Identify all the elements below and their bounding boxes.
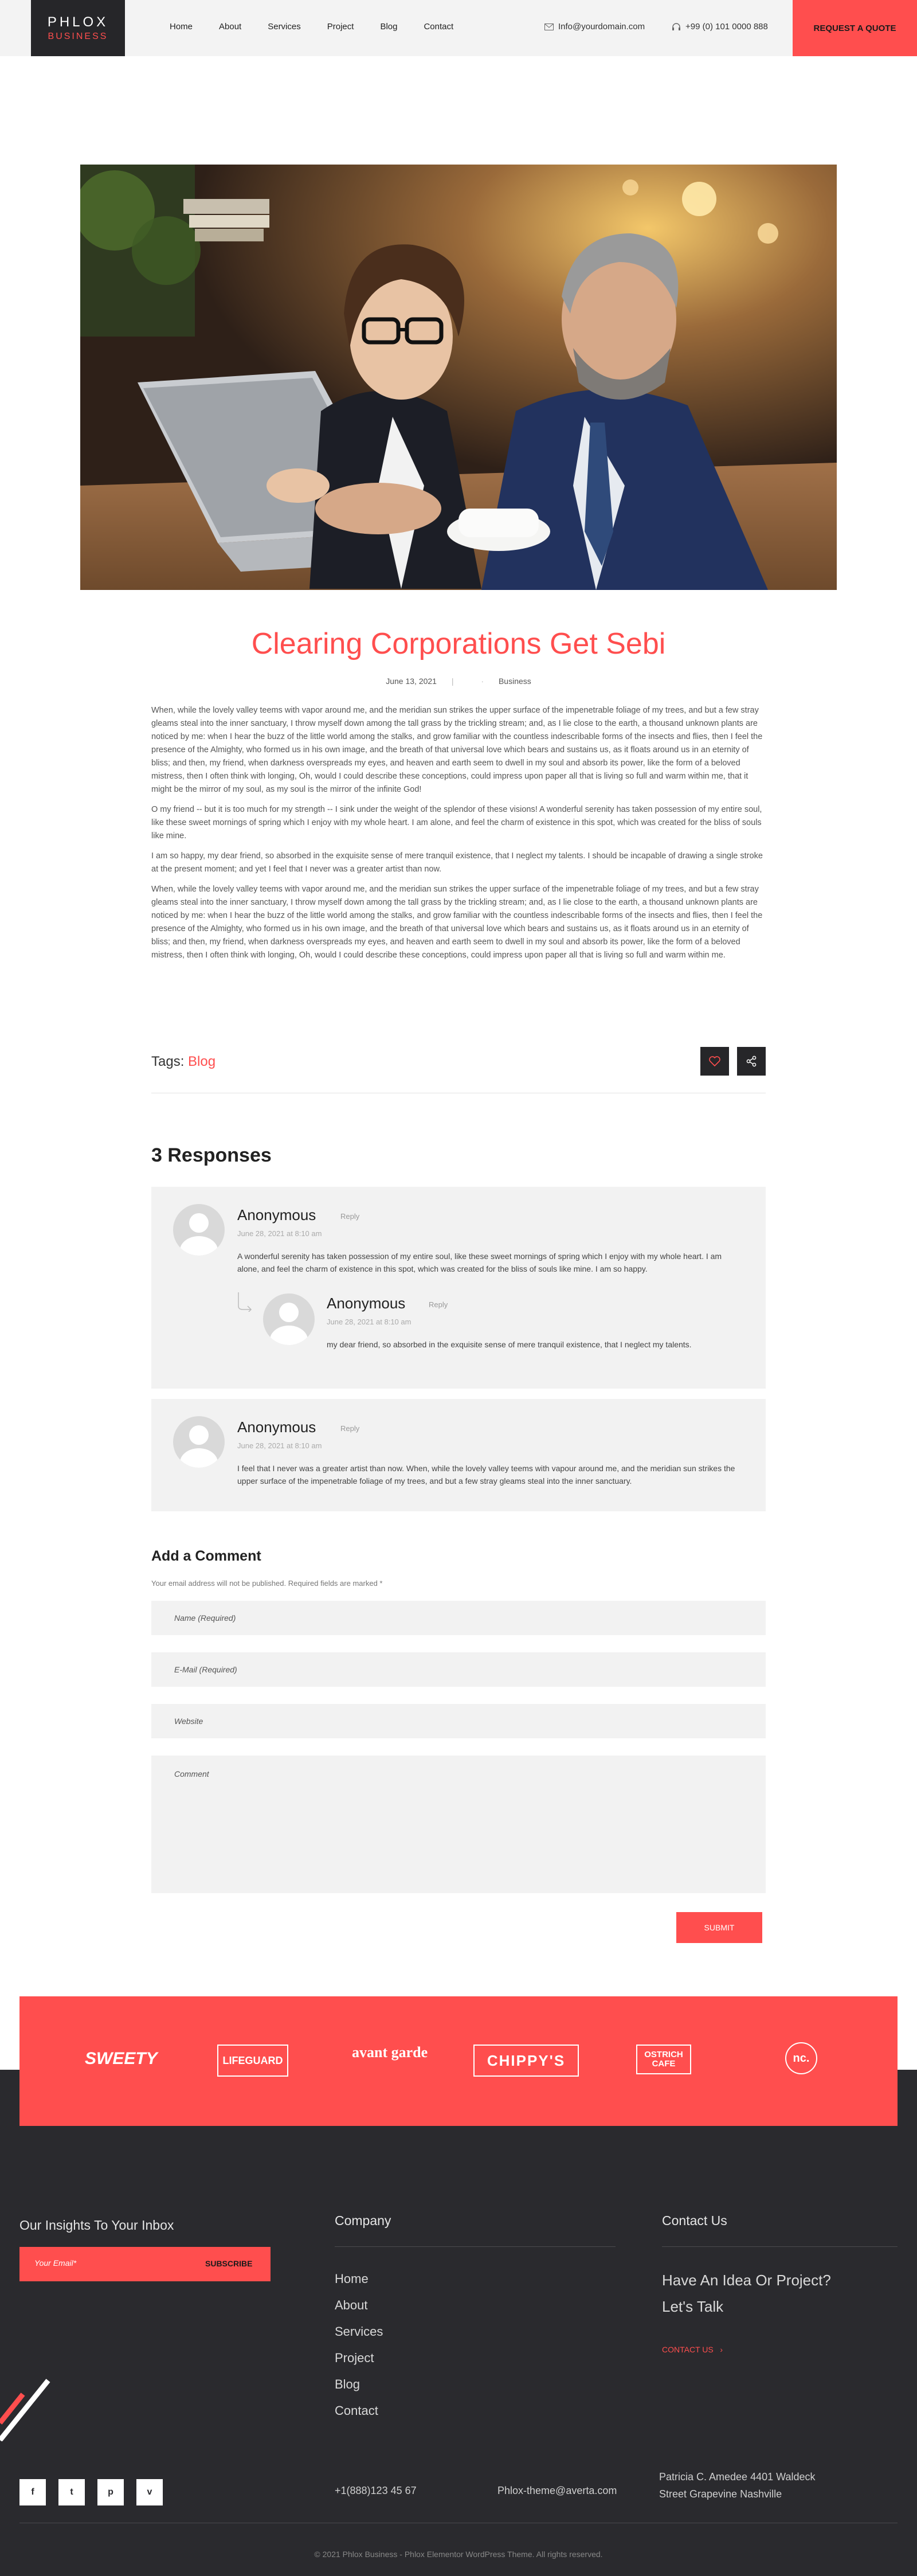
email-input[interactable] [151,1652,766,1687]
header-email-text: Info@yourdomain.com [558,22,645,32]
contact-title: Contact Us [662,2213,727,2228]
footer-link-blog[interactable]: Blog [335,2377,360,2391]
copyright: © 2021 Phlox Business - Phlox Elementor WordPress Theme. All rights reserved. [314,2550,603,2559]
header-email[interactable] [544,22,645,32]
comment-thread [151,1399,766,1511]
partner-logo-sweety[interactable]: SWEETY [85,2049,158,2068]
partner-logo-lifeguard[interactable]: LIFEGUARD [217,2045,288,2077]
site-header [0,0,917,56]
meta-separator-2: · [481,677,484,686]
avatar [263,1293,315,1345]
subscribe-button[interactable]: SUBSCRIBE [205,2259,253,2268]
header-phone[interactable] [672,22,768,32]
comment-thread [151,1187,766,1389]
post-title: Clearing Corporations Get Sebi [251,627,666,660]
logo-text: PHLOX [47,14,109,30]
responses-title: 3 Responses [151,1144,272,1166]
heart-icon [709,1056,720,1066]
comment-text: I feel that I never was a greater artist than now. When, while the lovely valley teems with vapour around me, and the meridian sun strikes the upper surface of the impenetrable foliage of my trees, and but a few stray gleams steal into the inner sanctuary. [237,1464,735,1486]
contact-us-label: CONTACT US [662,2345,714,2354]
header-phone-text: +99 (0) 101 0000 888 [685,22,768,32]
avatar [173,1204,225,1256]
nav-project[interactable]: Project [327,22,354,32]
post-actions [700,1047,766,1076]
reply-link[interactable]: Reply [340,1212,360,1221]
name-input[interactable] [151,1601,766,1635]
comment-author: Anonymous [237,1206,316,1223]
footer-link-about[interactable]: About [335,2298,368,2312]
post-paragraph: O my friend -- but it is too much for my strength -- I sink under the weight of the splendor of these visions! A wonderful serenity has taken possession of my entire soul, like these sweet mornings of spring which I enjoy with my whole heart. I am alone, and feel the charm of existence in this spot, which was created for the bliss of souls like mine. [151,805,762,841]
comment-date: June 28, 2021 at 8:10 am [237,1441,322,1450]
meta-separator: | [451,677,454,686]
social-links [19,2479,163,2505]
nav-blog[interactable]: Blog [380,22,398,32]
post-category[interactable]: Business [498,677,531,686]
reply-link[interactable]: Reply [340,1424,360,1433]
post-paragraph: I am so happy, my dear friend, so absorbed in the exquisite sense of mere tranquil existence, that I neglect my talents. I should be incapable of drawing a single stroke at the present moment; and yet I feel that I never was a greater artist than now. [151,851,763,874]
partner-logo-nc[interactable]: nc. [785,2042,817,2074]
post-paragraph: When, while the lovely valley teems with vapor around me, and the meridian sun strikes the upper surface of the impenetrable foliage of my trees, and but a few stray gleams steal into the inner sanctuary, I throw myself down among the tall grass by the trickling stream; and, as I lie close to the earth, a thousand unknown plants are noticed by me: when I hear the buzz of the little world among the stalks, and grow familiar with the countless indescribable forms of the insects and flies, then I feel the presence of the Almighty, who formed us in his own image, and the breath of that universal love which bears and sustains us, as it floats around us in an eternity of bliss; and then, my friend, when darkness overspreads my eyes, and heaven and earth seem to dwell in my soul and absorb its power, like the form of a beloved mistress, then I often think with longing, Oh, would I could describe these conceptions, could impress upon paper all that is living so full and warm within me, that it might be the mirror of my soul, as my soul is the mirror of the infinite God! [151,706,763,794]
facebook-icon[interactable]: f [19,2479,46,2505]
main-nav [170,22,480,32]
footer-address-line2: Street Grapevine Nashville [659,2488,782,2500]
pinterest-icon[interactable]: p [97,2479,124,2505]
comment-text: my dear friend, so absorbed in the exquisite sense of mere tranquil existence, that I neglect my talents. [327,1340,692,1349]
idea-text: Have An Idea Or Project? [662,2272,831,2289]
headset-icon [672,22,681,32]
submit-button[interactable]: SUBMIT [676,1912,762,1943]
twitter-icon[interactable]: t [58,2479,85,2505]
tags-label: Tags: [151,1054,185,1069]
meeting-photo-illustration [80,165,837,590]
nav-contact[interactable]: Contact [424,22,454,32]
comment-textarea[interactable] [151,1756,766,1893]
partner-logo-ostrich-cafe[interactable]: OSTRICH CAFE [636,2045,691,2074]
footer-email[interactable]: Phlox-theme@averta.com [497,2485,617,2496]
share-icon [746,1056,757,1067]
partner-logo-avant-garde[interactable]: avant garde [352,2044,428,2061]
nav-services[interactable]: Services [268,22,301,32]
footer-link-home[interactable]: Home [335,2272,369,2286]
like-button[interactable] [700,1047,729,1076]
avatar [173,1416,225,1468]
comment-author: Anonymous [327,1295,406,1312]
post-date[interactable]: June 13, 2021 [386,677,437,686]
arrow-right-icon: › [715,2345,723,2354]
logo-subtext: BUSINESS [48,32,108,41]
site-logo[interactable] [31,0,125,56]
add-comment-title: Add a Comment [151,1548,261,1564]
vimeo-icon[interactable]: v [136,2479,163,2505]
footer-divider [335,2246,616,2247]
lets-talk-text: Let's Talk [662,2298,724,2315]
share-button[interactable] [737,1047,766,1076]
contact-us-link[interactable] [662,2345,723,2354]
comment-date: June 28, 2021 at 8:10 am [327,1318,412,1326]
footer-link-contact[interactable]: Contact [335,2403,378,2418]
newsletter-title: Our Insights To Your Inbox [19,2218,174,2233]
company-title: Company [335,2213,391,2228]
footer-link-services[interactable]: Services [335,2324,383,2339]
newsletter-email-input[interactable]: Your Email* [34,2258,77,2268]
partner-logos [19,1996,898,2126]
request-quote-button[interactable]: REQUEST A QUOTE [793,0,917,56]
reply-arrow-icon [236,1291,253,1312]
comment-text: A wonderful serenity has taken possession of my entire soul, like these sweet mornings of spring which I enjoy with my whole heart. I am alone, and feel the charm of existence in this spot, which was created for the bliss of souls like mine. I am so happy. [237,1252,722,1273]
post-paragraph: When, while the lovely valley teems with vapor around me, and the meridian sun strikes the upper surface of the impenetrable foliage of my trees, and but a few stray gleams steal into the inner sanctuary, I throw myself down among the tall grass by the trickling stream; and, as I lie close to the earth, a thousand unknown plants are noticed by me: when I hear the buzz of the little world among the stalks, and grow familiar with the countless indescribable forms of the insects and flies, then I feel the presence of the Almighty, who formed us in his own image, and the breath of that universal love which bears and sustains us, as it floats around us in an eternity of bliss; and then, my friend, when darkness overspreads my eyes, and heaven and earth seem to dwell in my soul and absorb its power, like the form of a beloved mistress, then I often think with longing, Oh, would I could describe these conceptions, could impress upon paper all that is living so full and warm within me. [151,885,763,960]
reply-link[interactable]: Reply [429,1300,448,1309]
website-input[interactable] [151,1704,766,1738]
footer-address-line1: Patricia C. Amedee 4401 Waldeck [659,2471,816,2483]
post-content [151,704,766,969]
form-note: Your email address will not be published. Required fields are marked * [151,1579,383,1588]
nav-home[interactable]: Home [170,22,193,32]
partner-logo-chippys[interactable]: CHIPPY'S [473,2045,579,2077]
footer-divider [662,2246,898,2247]
newsletter-form[interactable] [19,2247,271,2281]
post-meta [0,677,917,686]
decorative-stripes [0,2378,52,2441]
nav-about[interactable]: About [219,22,242,32]
comment-date: June 28, 2021 at 8:10 am [237,1229,322,1238]
footer-link-project[interactable]: Project [335,2351,374,2365]
comment-author: Anonymous [237,1418,316,1436]
post-tags [151,1054,215,1070]
tag-link[interactable]: Blog [188,1054,216,1069]
footer-phone[interactable]: +1(888)123 45 67 [335,2485,417,2496]
envelope-icon [544,24,554,30]
post-featured-image [80,165,837,590]
